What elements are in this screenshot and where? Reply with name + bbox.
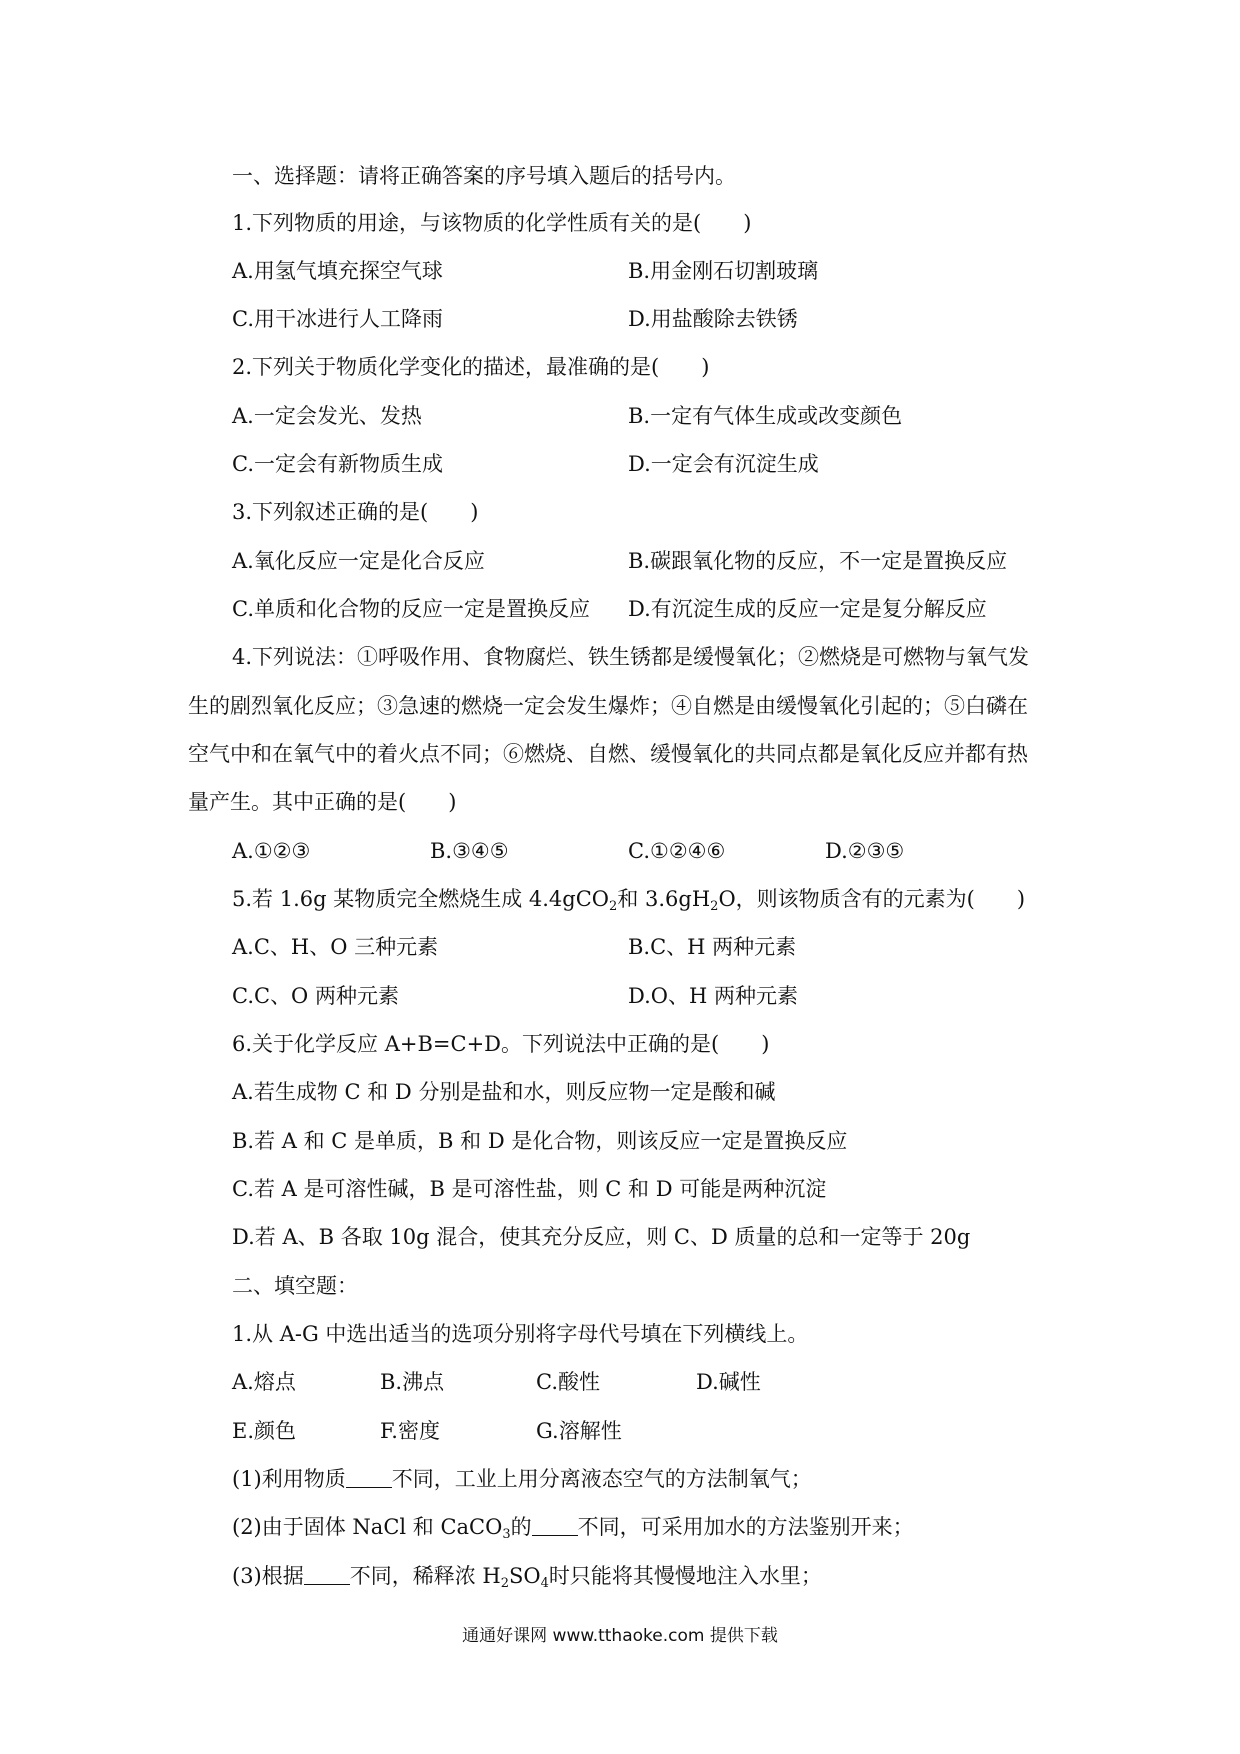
page-footer: 通通好课网 www.tthaoke.com 提供下载 [462, 1626, 778, 1646]
question-5-option-c: C.C、O 两种元素 [232, 984, 399, 1008]
question-3-option-b: B.碳跟氧化物的反应，不一定是置换反应 [628, 549, 1008, 573]
question-4-option-d: D.②③⑤ [825, 839, 905, 863]
question-1-stem: 1.下列物质的用途，与该物质的化学性质有关的是( ) [232, 211, 752, 235]
choice-g: G.溶解性 [536, 1419, 622, 1443]
question-5-stem-part-3: O，则该物质含有的元素为( ) [718, 887, 1026, 911]
question-1-option-a: A.用氢气填充探空气球 [232, 259, 443, 283]
question-3-option-a: A.氧化反应一定是化合反应 [232, 549, 485, 573]
sub-question-1 [232, 1464, 812, 1494]
question-3-option-c: C.单质和化合物的反应一定是置换反应 [232, 597, 590, 621]
answer-blank-2[interactable] [532, 1517, 578, 1536]
sub-question-3-mid: 不同，稀释浓 H [349, 1564, 501, 1588]
question-5-stem-part-1: 5.若 1.6g 某物质完全燃烧生成 4.4gCO [232, 887, 610, 911]
question-1-option-d: D.用盐酸除去铁锈 [628, 307, 798, 331]
question-4-option-b: B.③④⑤ [430, 839, 509, 863]
choice-d: D.碱性 [696, 1370, 761, 1394]
sulfate-formula: SO [509, 1564, 541, 1588]
subscript: 2 [609, 899, 618, 914]
sub-question-2-mid: 的 [510, 1515, 532, 1539]
subscript: 3 [502, 1527, 511, 1542]
sub-question-2-post: 不同，可采用加水的方法鉴别开来； [577, 1515, 914, 1539]
sub-question-1-post: 不同，工业上用分离液态空气的方法制氧气； [391, 1467, 812, 1491]
sub-question-2 [232, 1512, 914, 1550]
subscript: 4 [540, 1576, 549, 1591]
sub-question-3 [232, 1561, 822, 1599]
question-4-line-4: 量产生。其中正确的是( ) [188, 790, 457, 814]
question-5-stem [232, 884, 1025, 922]
sub-question-3-pre: (3)根据 [232, 1564, 304, 1588]
answer-blank-1[interactable] [346, 1469, 392, 1488]
question-6-option-c: C.若 A 是可溶性碱，B 是可溶性盐，则 C 和 D 可能是两种沉淀 [232, 1177, 827, 1201]
sub-question-3-post: 时只能将其慢慢地注入水里； [548, 1564, 822, 1588]
section-2-heading: 二、填空题： [232, 1274, 358, 1298]
choice-b: B.沸点 [380, 1370, 445, 1394]
question-4-option-c: C.①②④⑥ [628, 839, 726, 863]
sub-question-2-pre: (2)由于固体 NaCl 和 CaCO [232, 1515, 503, 1539]
section-heading: 一、选择题：请将正确答案的序号填入题后的括号内。 [232, 164, 736, 188]
choice-c: C.酸性 [536, 1370, 600, 1394]
question-2-option-d: D.一定会有沉淀生成 [628, 452, 819, 476]
question-4-line-3: 空气中和在氧气中的着火点不同；⑥燃烧、自燃、缓慢氧化的共同点都是氧化反应并都有热 [188, 742, 1028, 766]
question-6-stem: 6.关于化学反应 A+B=C+D。下列说法中正确的是( ) [232, 1032, 770, 1056]
question-2-stem: 2.下列关于物质化学变化的描述，最准确的是( ) [232, 355, 710, 379]
choice-a: A.熔点 [232, 1370, 296, 1394]
question-4-option-a: A.①②③ [232, 839, 311, 863]
question-3-stem: 3.下列叙述正确的是( ) [232, 500, 479, 524]
question-6-option-b: B.若 A 和 C 是单质，B 和 D 是化合物，则该反应一定是置换反应 [232, 1129, 848, 1153]
question-4-line-2: 生的剧烈氧化反应；③急速的燃烧一定会发生爆炸；④自燃是由缓慢氧化引起的；⑤白磷在 [188, 694, 1028, 718]
question-1-option-b: B.用金刚石切割玻璃 [628, 259, 819, 283]
sub-question-1-pre: (1)利用物质 [232, 1467, 346, 1491]
answer-blank-3[interactable] [304, 1566, 350, 1585]
question-2-option-b: B.一定有气体生成或改变颜色 [628, 404, 903, 428]
fill-question-1-stem: 1.从 A-G 中选出适当的选项分别将字母代号填在下列横线上。 [232, 1322, 809, 1346]
question-2-option-c: C.一定会有新物质生成 [232, 452, 443, 476]
question-5-option-a: A.C、H、O 三种元素 [232, 935, 439, 959]
question-6-option-a: A.若生成物 C 和 D 分别是盐和水，则反应物一定是酸和碱 [232, 1080, 776, 1104]
question-1-option-c: C.用干冰进行人工降雨 [232, 307, 443, 331]
question-4-line-1: 4.下列说法：①呼吸作用、食物腐烂、铁生锈都是缓慢氧化；②燃烧是可燃物与氧气发 [232, 645, 1030, 669]
question-6-option-d: D.若 A、B 各取 10g 混合，使其充分反应，则 C、D 质量的总和一定等于 20g [232, 1225, 971, 1249]
choice-e: E.颜色 [232, 1419, 297, 1443]
question-3-option-d: D.有沉淀生成的反应一定是复分解反应 [628, 597, 987, 621]
subscript: 2 [710, 899, 719, 914]
question-2-option-a: A.一定会发光、发热 [232, 404, 422, 428]
question-5-option-d: D.O、H 两种元素 [628, 984, 798, 1008]
question-5-stem-part-2: 和 3.6gH [617, 887, 711, 911]
question-5-option-b: B.C、H 两种元素 [628, 935, 797, 959]
choice-f: F.密度 [380, 1419, 440, 1443]
subscript: 2 [500, 1576, 510, 1591]
